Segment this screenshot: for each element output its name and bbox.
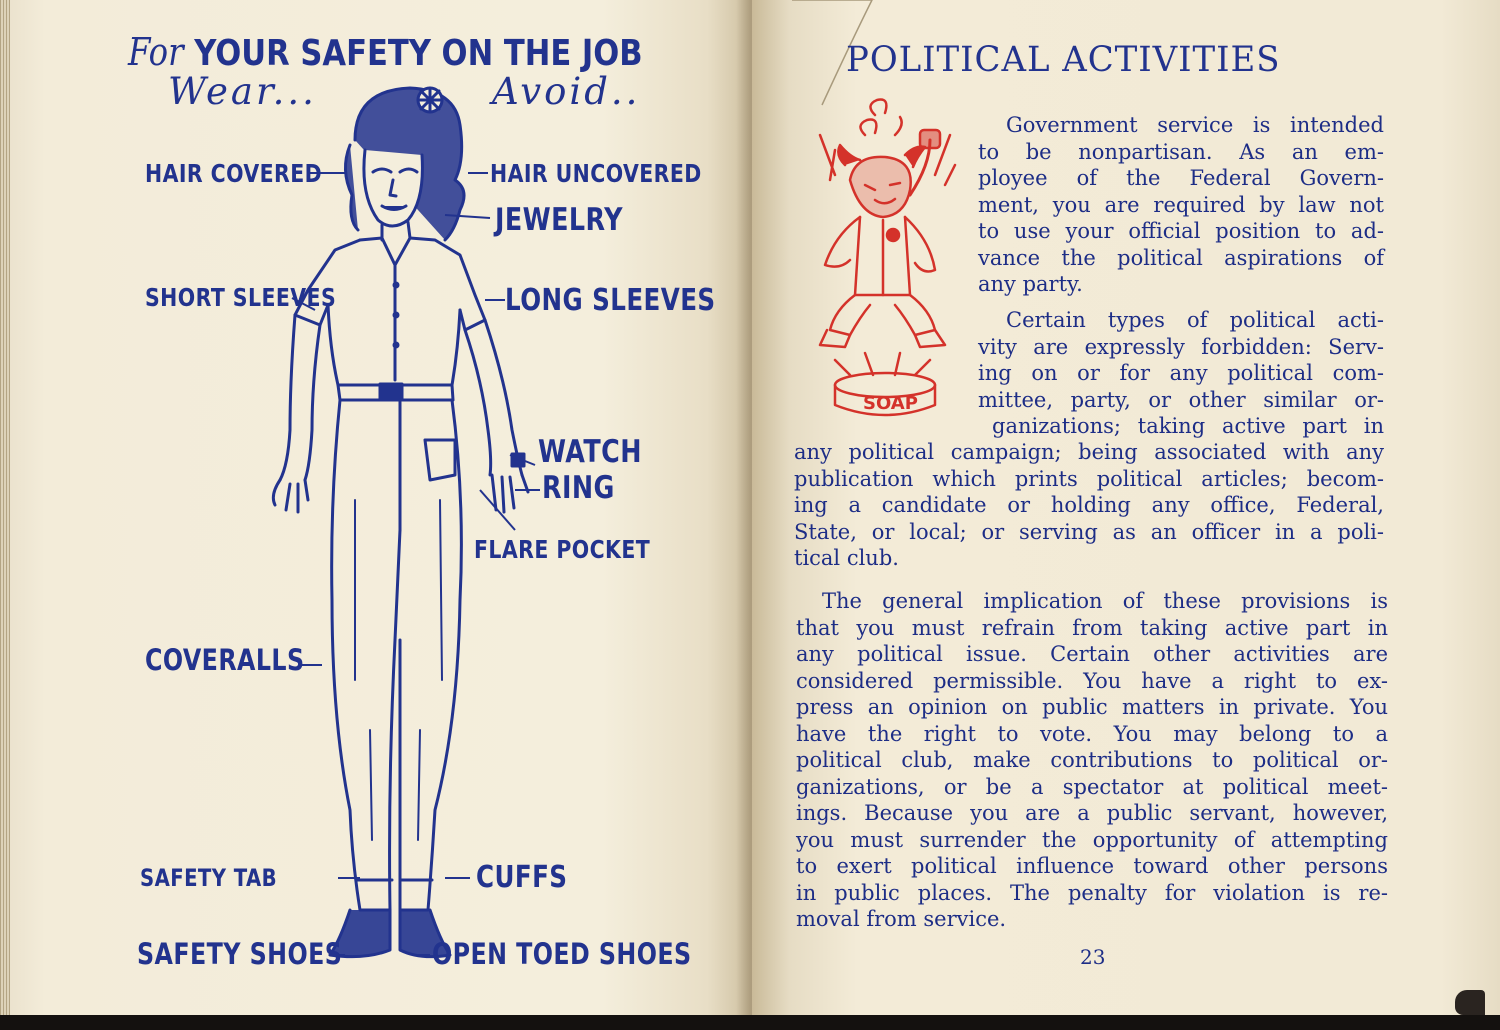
text-line: have the right to vote. You may belong to a [796,721,1388,746]
text-line: that you must refrain from taking active part in [796,615,1388,640]
text-line: vance the political aspirations of [978,245,1384,270]
avoid-heading: Avoid.. [492,70,641,113]
text-line: any political campaign; being associated with any [794,440,1384,464]
label-jewelry: JEWELRY [495,202,623,238]
page-title: POLITICAL ACTIVITIES [846,40,1281,80]
text-line: publication which prints political articles; becom- [794,466,1384,491]
background-band [0,1015,1500,1030]
text-line: The general implication of these provisions is [822,589,1388,613]
paragraph-3 [796,588,1388,933]
text-line: tical club. [794,546,899,570]
soapbox-label: SOAP [863,393,918,414]
label-short-sleeves: SHORT SLEEVES [145,283,337,312]
label-leader-lines [0,0,752,1015]
text-line: State, or local; or serving as an officer in a poli- [794,519,1384,544]
wear-heading: Wear... [168,70,317,113]
text-line: any party. [978,272,1083,296]
text-line: Government service is intended [1006,113,1384,137]
label-hair-covered: HAIR COVERED [145,159,323,188]
text-line: any political issue. Certain other activities are [796,642,1388,666]
text-line: to use your official position to ad- [978,219,1384,243]
text-line: to exert political influence toward other persons [796,854,1388,878]
text-line: vity are expressly forbidden: Serv- [978,334,1384,359]
label-safety-tab: SAFETY TAB [140,864,278,892]
paragraph-1 [978,112,1384,298]
label-long-sleeves: LONG SLEEVES [505,283,716,318]
text-line: moval from service. [796,907,1007,931]
label-open-toed-shoes: OPEN TOED SHOES [432,937,692,971]
text-line: ings. Because you are a public servant, however, [796,801,1388,825]
text-line: considered permissible. You have a right to ex- [796,668,1388,693]
left-page [0,0,752,1015]
label-safety-shoes: SAFETY SHOES [137,937,343,971]
paragraph-2-top [978,307,1384,440]
text-line: mittee, party, or other similar or- [978,387,1384,412]
page-number: 23 [1080,945,1106,969]
text-line: ganizations; taking active part in [992,414,1384,438]
paragraph-2-bottom [794,439,1384,572]
label-flare-pocket: FLARE POCKET [474,535,651,564]
text-line: Certain types of political acti- [1006,308,1384,332]
label-cuffs: CUFFS [476,860,568,895]
text-line: ployee of the Federal Govern- [978,166,1384,190]
soapbox-orator-illustration [805,95,980,425]
text-line: press an opinion on public matters in private. You [796,695,1388,719]
text-line: ing on or for any political com- [978,361,1384,385]
heading-main: YOUR SAFETY ON THE JOB [194,33,643,74]
text-line: ment, you are required by law not [978,192,1384,217]
text-line: ing a candidate or holding any office, Federal, [794,493,1384,517]
text-line: you must surrender the opportunity of attempting [796,827,1388,852]
label-hair-uncovered: HAIR UNCOVERED [490,159,702,188]
text-line: political club, make contributions to political or- [796,748,1388,772]
label-watch: WATCH [538,434,642,470]
text-line: ganizations, or be a spectator at political meet- [796,774,1388,799]
label-ring: RING [542,470,615,506]
text-line: in public places. The penalty for violation is re- [796,880,1388,905]
page-corner-shadow [1455,990,1485,1015]
label-coveralls: COVERALLS [145,643,305,677]
text-line: to be nonpartisan. As an em- [978,139,1384,164]
heading-prefix: For [128,30,184,74]
